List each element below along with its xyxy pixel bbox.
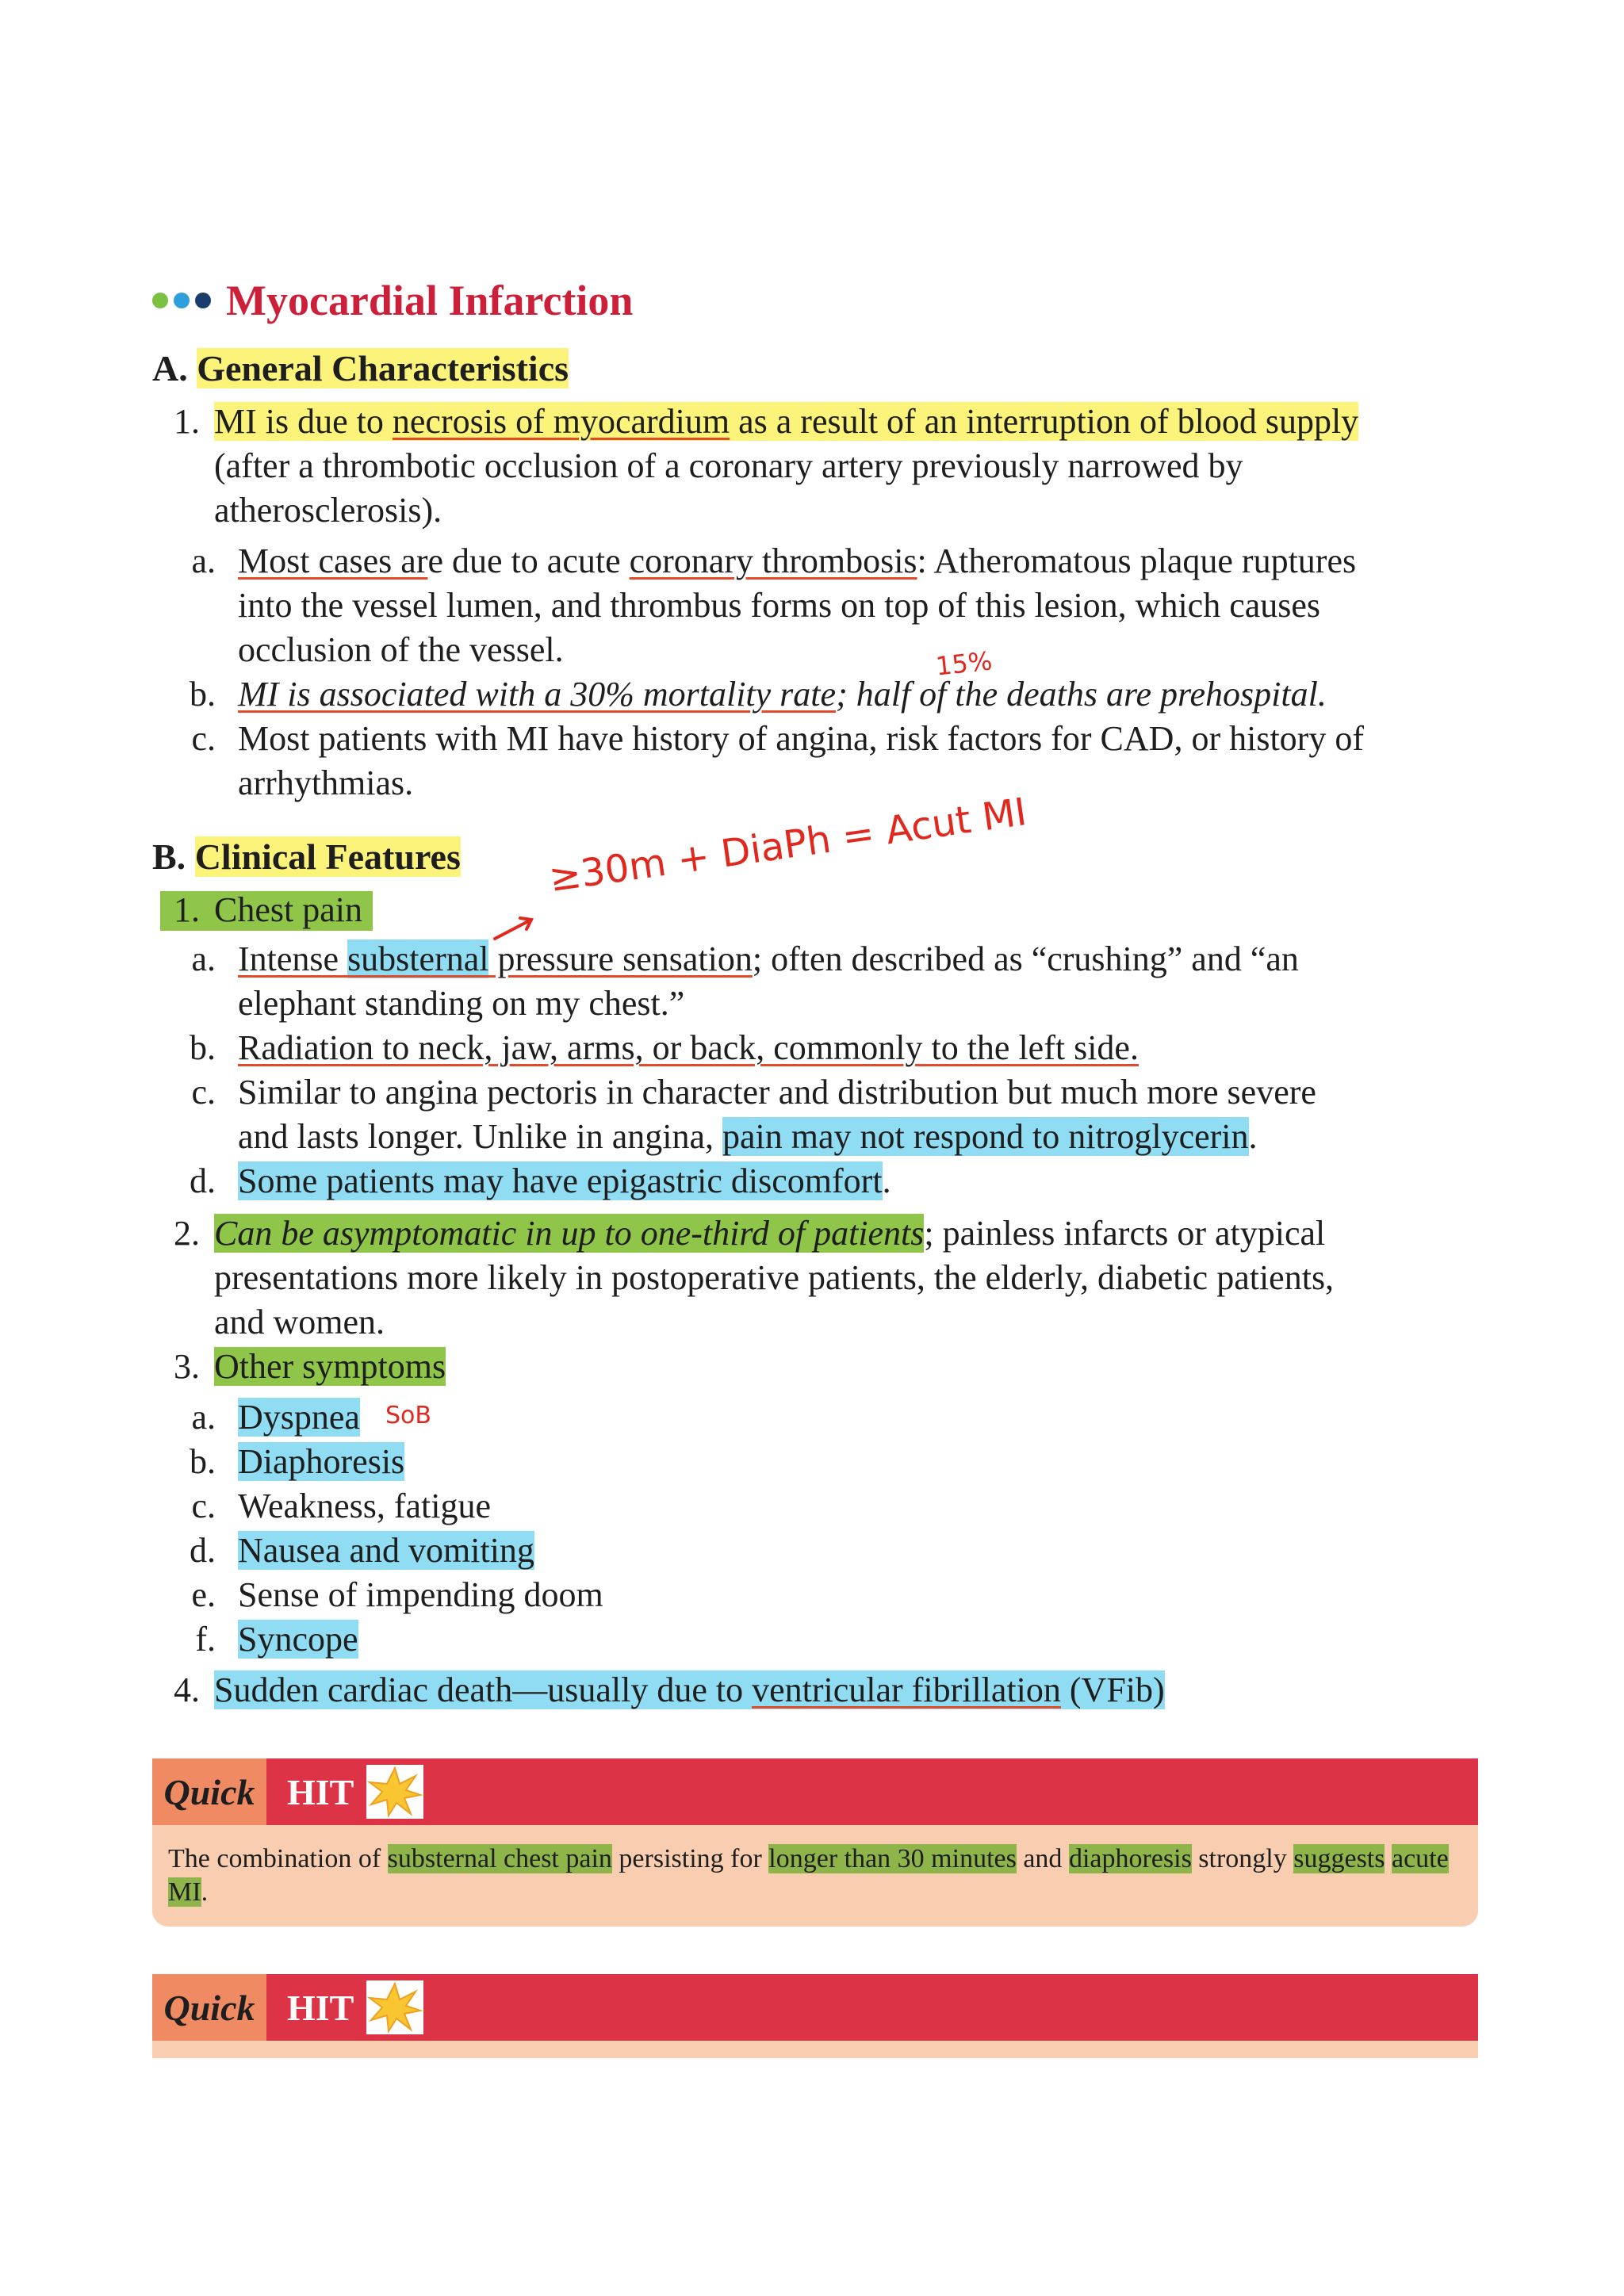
quick-hit-header — [152, 1758, 1478, 1825]
list-item-a1b: b. MI is associated with a 30% mortality rate; half of the deaths are prehospital. — [190, 675, 1327, 714]
section-b-heading: B. Clinical Features — [152, 836, 461, 877]
list-item-b3e: e. Sense of impending doom — [191, 1575, 603, 1614]
handwritten-sob: SoB — [385, 1402, 431, 1429]
list-item-a1: 1. MI is due to necrosis of myocardium as a result of an interruption of blood supply (after a thrombotic occlusion of a coronary artery previously narrowed by atherosclerosis). — [174, 402, 1359, 530]
list-item-b3f: f. Syncope — [195, 1620, 358, 1659]
starburst-icon — [366, 1765, 423, 1819]
hit-label: HIT — [287, 1771, 354, 1812]
page-title: Myocardial Infarction — [226, 277, 634, 324]
list-item-a1a: a. Most cases are due to acute coronary thrombosis: Atheromatous plaque ruptures into the vessel lumen, and thrombus forms on top of this lesion, which causes occlusion of the vessel. — [191, 541, 1357, 669]
list-item-b3a: a. Dyspnea — [191, 1398, 360, 1437]
list-item-b3b: b. Diaphoresis — [190, 1442, 405, 1481]
quick-hit-header-2 — [152, 1974, 1478, 2041]
list-item-b2: 2. Can be asymptomatic in up to one-third of patients; painless infarcts or atypical presentations more likely in postoperative patients, the elderly, diabetic patients, and women. — [174, 1214, 1335, 1341]
starburst-icon — [366, 1980, 423, 2034]
list-item-b4: 4. Sudden cardiac death—usually due to ventricular fibrillation (VFib) — [174, 1670, 1165, 1709]
hit-label: HIT — [287, 1987, 354, 2028]
list-item-b1: 1. Chest pain — [152, 888, 628, 932]
list-item-b1a: a. Intense substernal pressure sensation; often described as “crushing” and “an elephant standing on my chest.” — [191, 939, 1299, 1023]
title-row — [152, 276, 633, 325]
list-item-b1d: d. Some patients may have epigastric discomfort. — [190, 1161, 891, 1200]
list-item-a1c: c. Most patients with MI have history of angina, risk factors for CAD, or history of arrhythmias. — [191, 719, 1364, 802]
section-a-heading: A. General Characteristics — [152, 348, 569, 388]
list-item-b3: 3. Other symptoms — [174, 1347, 446, 1386]
handwritten-note: ≥30m + DiaPh = Acut MI — [546, 790, 1030, 901]
list-item-b1c: c. Similar to angina pectoris in character and distribution but much more severe and lasts longer. Unlike in angina, pain may not respond to nitroglycerin. — [191, 1073, 1316, 1156]
list-item-b1b: b. Radiation to neck, jaw, arms, or back, commonly to the left side. — [190, 1028, 1139, 1067]
quick-label: Quick — [152, 1758, 266, 1825]
quick-hit-body: The combination of substernal chest pain persisting for longer than 30 minutes and diaphoresis strongly suggests acute MI. — [152, 1825, 1478, 1927]
arrow-icon — [492, 912, 539, 943]
quick-hit-body-2 — [152, 2041, 1478, 2058]
handwritten-percent: 15% — [934, 645, 994, 682]
list-item-b3d: d. Nausea and vomiting — [190, 1531, 534, 1570]
bullet-dots-icon — [152, 293, 216, 308]
quick-label: Quick — [152, 1974, 266, 2041]
list-item-b3c: c. Weakness, fatigue — [191, 1487, 491, 1525]
